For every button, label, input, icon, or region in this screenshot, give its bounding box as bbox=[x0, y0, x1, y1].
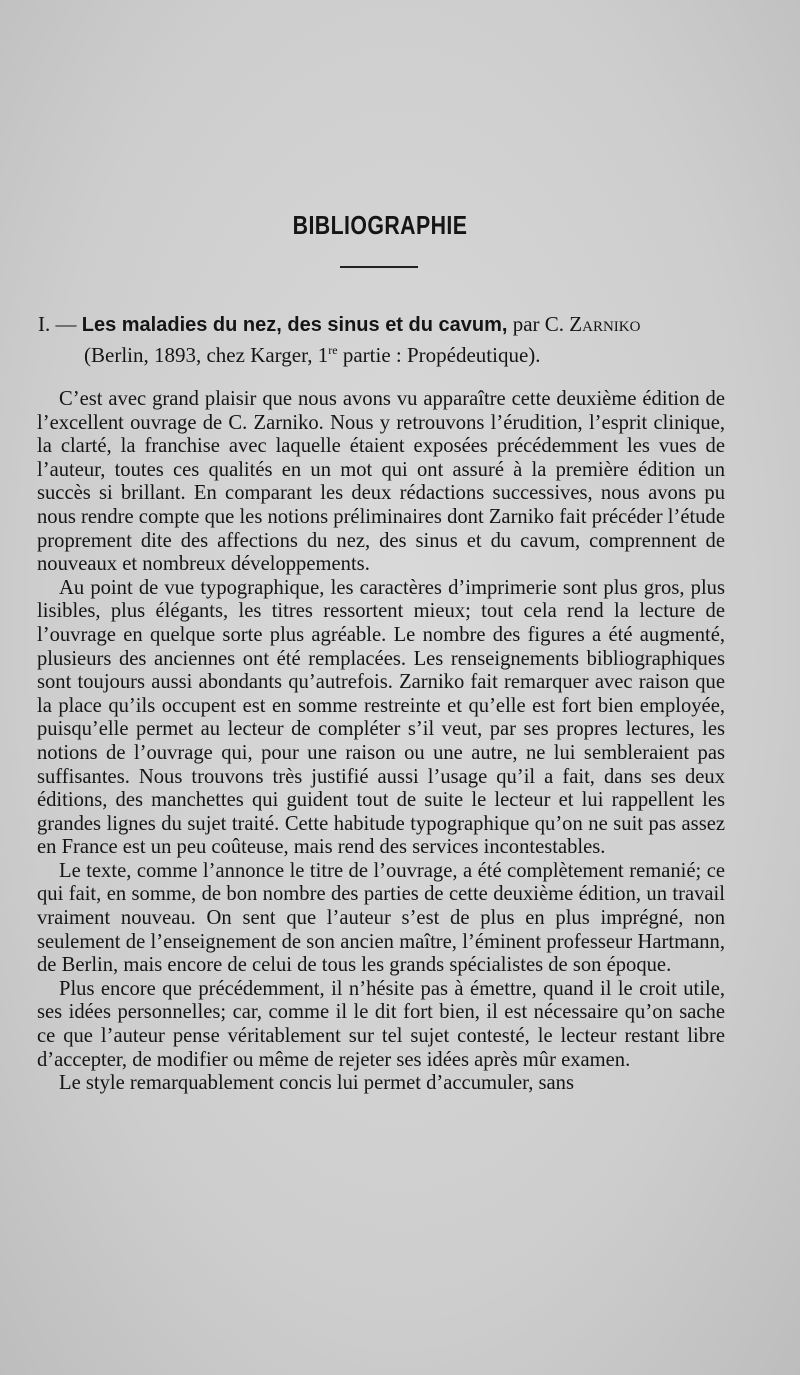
entry-details-suffix: partie : Propédeutique). bbox=[337, 343, 541, 367]
review-body bbox=[37, 388, 725, 1096]
entry-details bbox=[38, 338, 744, 368]
entry-details-sup: re bbox=[328, 343, 338, 357]
paragraph: Le style remarquablement concis lui permet d’accumuler, sans bbox=[59, 1072, 574, 1095]
paragraph: C’est avec grand plaisir que nous avons vu apparaître cette deuxième édition de l’excellent ouvrage de C. Zarniko. Nous y retrouvons l’érudition, l’esprit clinique, la clarté, la franchise avec laquelle étaient exposées précédemment les vues de l’auteur, toutes ces qualités en un mot qui ont assuré à la première édition un succès si brillant. En comparant les deux rédactions successives, nous avons pu nous rendre compte que les notions préliminaires dont Zarniko fait précéder l’étude proprement dite des affections du nez, des sinus et du cavum, comprennent de nouveaux et nombreux développements. bbox=[37, 388, 725, 576]
section-heading: BIBLIOGRAPHIE bbox=[292, 210, 468, 240]
bibliography-entry bbox=[38, 312, 744, 368]
paragraph: Au point de vue typographique, les caractères d’imprimerie sont plus gros, plus lisibles, plus élégants, les titres ressortent mieux; tout cela rend la lecture de l’ouvrage en quelque sorte plus agréable. Le nombre des figures a été augmenté, plusieurs des anciennes ont été remplacées. Les renseignements bibliographiques sont toujours aussi abondants qu’autrefois. Zarniko fait remarquer avec raison que la place qu’ils occupent est en somme restreinte et qu’elle est fort bien employée, puisqu’elle permet au lecteur de compléter s’il veut, par ses propres lectures, les notions de l’ouvrage qui, pour une raison ou une autre, ne lui sembleraient pas suffisantes. Nous trouvons très justifié aussi l’usage qu’il a fait, dans ses deux éditions, des manchettes qui guident tout de suite le lecteur et lui rappellent les grandes lignes du sujet traité. Cette habitude typographique qu’on ne suit pas assez en France est un peu coûteuse, mais rend des services incontestables. bbox=[37, 576, 725, 859]
heading-rule bbox=[340, 266, 418, 268]
entry-details-prefix: (Berlin, 1893, chez Karger, 1 bbox=[84, 343, 329, 367]
paragraph: Plus encore que précédemment, il n’hésite pas à émettre, quand il le croit utile, ses idées personnelles; car, comme il le dit fort bien, il est nécessaire qu’on sache ce que l’auteur pense véritablement sur tel sujet contesté, le lecteur restant libre d’accepter, de modifier ou même de rejeter ses idées après mûr examen. bbox=[37, 977, 725, 1071]
entry-number: I. — bbox=[38, 312, 77, 336]
entry-author: Zarniko bbox=[569, 312, 641, 336]
entry-title-line bbox=[38, 312, 744, 338]
entry-by: par C. bbox=[512, 312, 565, 336]
entry-title: Les maladies du nez, des sinus et du cavum, bbox=[81, 314, 508, 336]
paragraph: Le texte, comme l’annonce le titre de l’ouvrage, a été complètement remanié; ce qui fait, en somme, de bon nombre des parties de cette deuxième édition, un travail vraiment nouveau. On sent que l’auteur s’est de plus en plus imprégné, non seulement de l’enseignement de son ancien maître, l’éminent professeur Hartmann, de Berlin, mais encore de celui de tous les grands spécialistes de son époque. bbox=[37, 859, 725, 977]
